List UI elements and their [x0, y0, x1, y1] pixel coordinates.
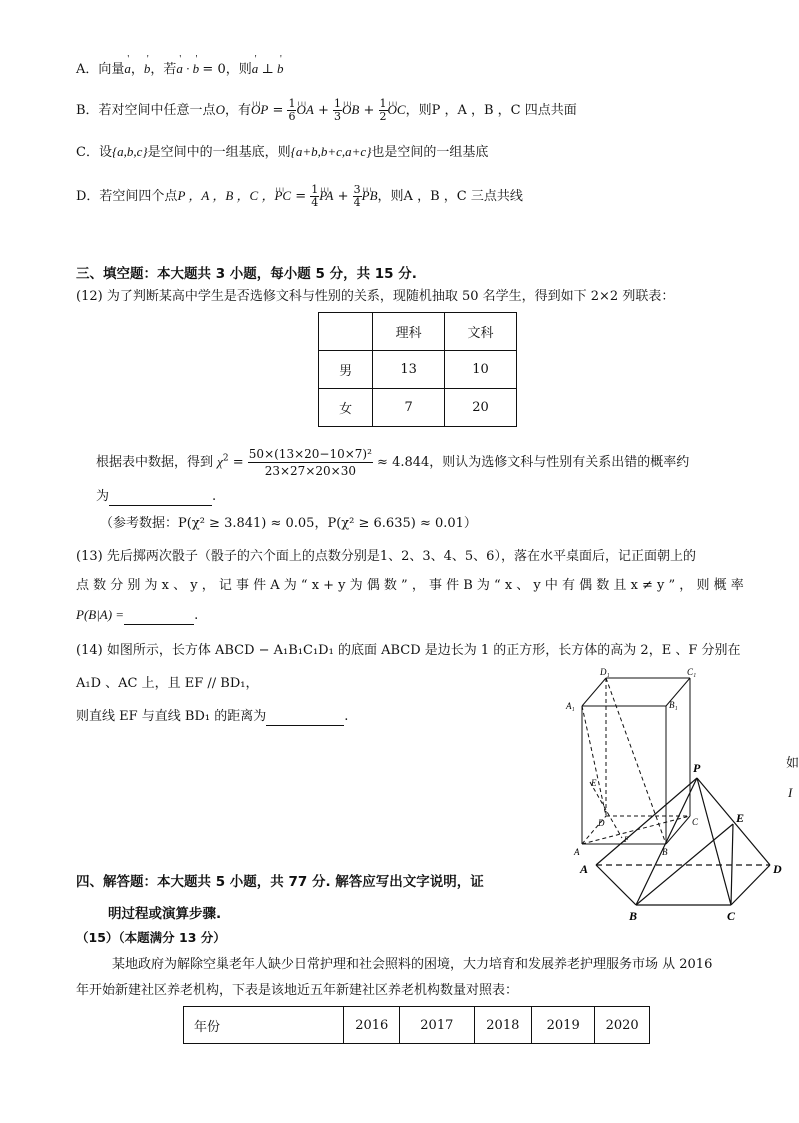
answer-blank[interactable]	[124, 610, 194, 625]
vector-oc: ╷╷╷ OC	[388, 101, 406, 119]
q12-formula-prefix: 根据表中数据，得到	[96, 455, 214, 470]
q14-line-2: A₁D 、AC 上，且 EF // BD₁，	[76, 676, 259, 691]
label-b1: B₁	[669, 700, 678, 710]
vector-oa: ╷╷╷ OA	[296, 101, 313, 119]
section-3-title: 三、填空题：本大题共 3 小题，每小题 5 分，共 15 分.	[76, 266, 417, 282]
basis-set-1: {a,b,c}	[111, 144, 148, 159]
vector-a-dot: ' a	[176, 60, 183, 78]
table-cell: 2019	[532, 1007, 595, 1044]
label-e: E	[591, 778, 597, 788]
table-cell: 女	[319, 389, 373, 427]
option-d-suffix: ，则A ，B ，C 三点共线	[377, 189, 523, 204]
label-a: A	[574, 847, 580, 857]
q14-line-3-prefix: 则直线 EF 与直线 BD₁ 的距离为	[76, 709, 267, 724]
table-cell: 年份	[184, 1007, 344, 1044]
table-header-row	[184, 1007, 650, 1044]
edge-text-1: 如	[786, 756, 799, 771]
chi-square-fraction: $\frac{\text{50×(13×20−10×7)²}}{23\times 27\times 20\times 30}$	[248, 447, 372, 478]
section-4-title-line-2: 明过程或演算步骤.	[108, 906, 222, 922]
label-a2: A	[580, 862, 589, 876]
q12-contingency-table	[318, 312, 517, 427]
option-d: D．若空间四个点P ，A ，B ，C ，╷╷╷ PC = $\frac{1}{4}$ ╷╷╷ PA + $\frac{3}{4}$ ╷╷╷ PB，则A ，B ，C 三点共线	[76, 184, 523, 209]
point-o: O	[215, 102, 225, 117]
vector-pa: ╷╷╷ PA	[319, 187, 333, 205]
label-d2: D	[773, 862, 782, 876]
q12-text: (12) 为了判断某高中学生是否选修文科与性别的关系，现随机抽取 50 名学生，得到如下 2×2 列联表：	[76, 289, 675, 304]
vector-b-dot: ' b	[193, 60, 200, 78]
q13-probability: P(B|A) =	[76, 607, 125, 622]
option-c-mid: 是空间中的一组基底，则	[147, 145, 291, 160]
table-cell: 20	[445, 389, 517, 427]
table-cell: 2020	[595, 1007, 650, 1044]
option-c-prefix: C．设	[76, 145, 112, 160]
label-c2: C	[727, 909, 736, 923]
option-c	[76, 143, 488, 162]
table-cell: 10	[445, 351, 517, 389]
label-c1: C₁	[687, 667, 697, 677]
table-header-row	[319, 313, 517, 351]
table-cell: 男	[319, 351, 373, 389]
vector-b: ' b	[144, 60, 151, 78]
option-c-suffix: 也是空间的一组基底	[371, 145, 489, 160]
q14-suffix: .	[344, 709, 349, 724]
option-b-prefix: B．若对空间中任意一点	[76, 103, 216, 118]
q15-table	[183, 1006, 650, 1044]
q14-line-3	[76, 708, 348, 726]
table-cell: 7	[373, 389, 445, 427]
option-b: B．若对空间中任意一点O，有╷╷╷ OP = $\frac{1}{6}$ ╷╷╷ OA + $\frac{1}{3}$ ╷╷╷ OB + $\frac{1}{2}$ ╷╷╷ OC，则P ，A ，B ，C 四点共面	[76, 98, 577, 123]
q13-line-2: 点 数 分 别 为 x 、 y ， 记 事 件 A 为 “ x + y 为 偶 数 ” ， 事 件 B 为 “ x 、 y 中 有 偶 数 且 x ≠ y ” ， 则 概 率	[76, 578, 744, 593]
answer-blank[interactable]	[109, 491, 212, 506]
option-a-prefix: A．向量	[76, 62, 125, 77]
vector-a: ' a	[124, 60, 131, 78]
q15-paragraph-line-1: 某地政府为解除空巢老年人缺少日常护理和社会照料的困境，大力培育和发展养老护理服务市场 从 2016	[112, 957, 713, 972]
table-cell: 理科	[373, 313, 445, 351]
vector-op: ╷╷╷ OP	[251, 101, 268, 119]
q13-suffix: .	[194, 608, 199, 623]
q12-formula-result: ≈ 4.844，则认为选修文科与性别有关系出错的概率约	[377, 455, 690, 470]
section-4-title-line-1: 四、解答题：本大题共 5 小题，共 77 分. 解答应写出文字说明，证	[76, 874, 484, 890]
table-cell: 文科	[445, 313, 517, 351]
option-b-suffix: ，则P ，A ，B ，C 四点共面	[405, 103, 577, 118]
label-f: F	[624, 835, 629, 844]
edge-text-2: I	[788, 785, 793, 800]
label-d1: D₁	[600, 667, 610, 677]
q14-line-1: (14) 如图所示，长方体 ABCD − A₁B₁C₁D₁ 的底面 ABCD 是边长为 1 的正方形，长方体的高为 2，E 、F 分别在	[76, 643, 741, 658]
label-b2: B	[629, 909, 638, 923]
fraction-1-4: $\frac{1}{4}$	[311, 183, 319, 209]
option-a-eq: = 0，则	[202, 62, 252, 77]
pyramid-figure	[570, 760, 792, 930]
q15-paragraph-line-2: 年开始新建社区养老机构，下表是该地近五年新建社区养老机构数量对照表：	[76, 983, 519, 998]
q12-answer-prefix: 为	[96, 489, 110, 504]
option-d-prefix: D．若空间四个点	[76, 189, 178, 204]
q12-reference: （参考数据：P(χ² ≥ 3.841) ≈ 0.05，P(χ² ≥ 6.635) ≈ 0.01）	[100, 516, 477, 531]
table-cell: 2017	[400, 1007, 474, 1044]
table-cell: 13	[373, 351, 445, 389]
table-cell	[319, 313, 373, 351]
q12-formula-line: 根据表中数据，得到 $\chi^2$ = $\frac{\text{50×(13×20−10×7)²}}{23\times 27\times 20\times 30}$ ≈ 4.844，则认为选修文科与性别有关系出错的概率约	[96, 447, 690, 478]
basis-set-2: {a+b,b+c,a+c}	[290, 144, 372, 159]
label-a1: A₁	[566, 701, 575, 711]
table-cell: 2016	[344, 1007, 400, 1044]
fraction-3-4: $\frac{3}{4}$	[353, 183, 361, 209]
vector-pc: ╷╷╷ PC	[274, 187, 291, 205]
label-p: P	[693, 761, 701, 775]
table-row	[319, 389, 517, 427]
q15-header: （15）（本题满分 13 分）	[76, 930, 226, 945]
vector-pb: ╷╷╷ PB	[362, 187, 378, 205]
chi-symbol: χ	[217, 454, 223, 469]
label-b: B	[662, 847, 668, 857]
vector-a-perp: ' a	[252, 60, 259, 78]
label-c: C	[692, 817, 699, 827]
answer-blank[interactable]	[266, 711, 344, 726]
vector-ob: ╷╷╷ OB	[342, 101, 359, 119]
option-a: A．向量' a，' b，若' a · ' b = 0，则' a ⊥ ' b	[76, 60, 283, 79]
q12-answer-line	[96, 488, 216, 506]
option-a-if: ，若	[150, 62, 177, 77]
option-d-points: P ，A ，B ，C ，	[177, 188, 275, 203]
label-e2: E	[736, 811, 745, 825]
option-b-mid: ，有	[224, 103, 251, 118]
table-cell: 2018	[474, 1007, 532, 1044]
fraction-1-3: $\frac{1}{3}$	[334, 97, 341, 123]
q12-answer-suffix: .	[212, 489, 217, 504]
fraction-1-6: $\frac{1}{6}$	[288, 97, 296, 123]
table-row	[319, 351, 517, 389]
vector-b-perp: ' b	[277, 60, 284, 78]
option-a-sep: ，	[130, 62, 144, 77]
q13-line-1: (13) 先后掷两次骰子（骰子的六个面上的点数分别是1、2、3、4、5、6），落在水平桌面后，记正面朝上的	[76, 549, 696, 564]
q13-line-3	[76, 606, 198, 625]
label-d: D	[598, 818, 605, 828]
fraction-1-2: $\frac{1}{2}$	[379, 97, 387, 123]
